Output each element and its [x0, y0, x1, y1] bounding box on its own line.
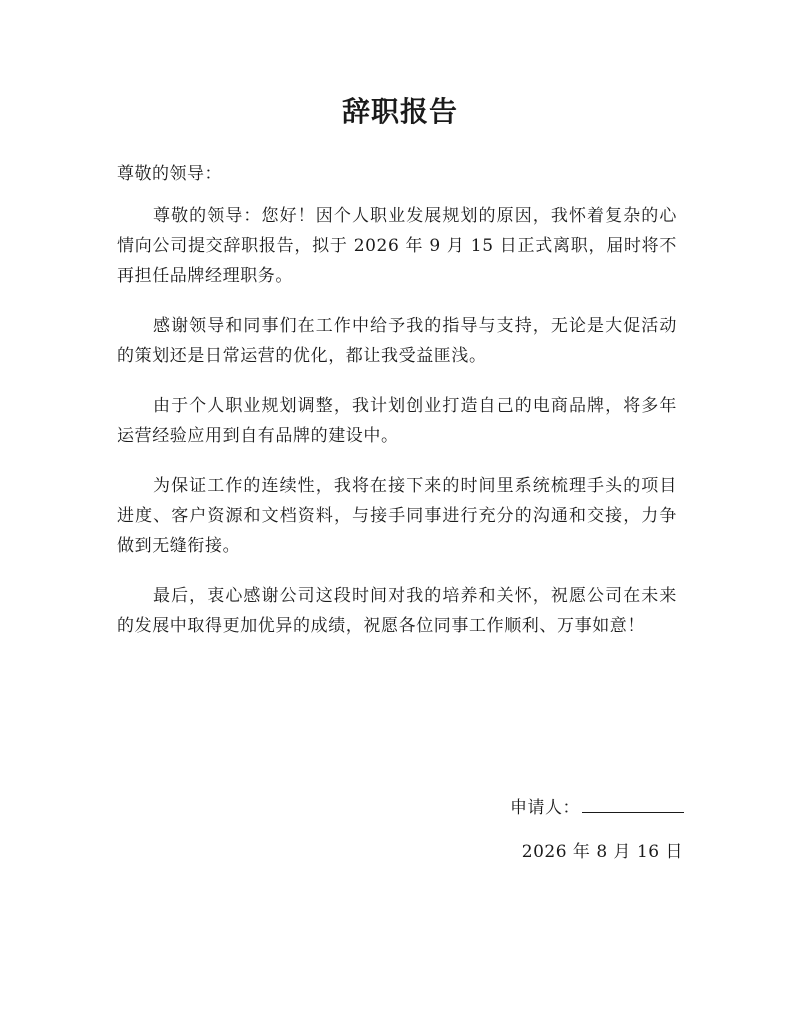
paragraph-2: 感谢领导和同事们在工作中给予我的指导与支持，无论是大促活动的策划还是日常运营的优化，都让我受益匪浅。 [117, 316, 677, 366]
signature-block [510, 794, 684, 822]
signature-date: 2026 年 8 月 16 日 [521, 842, 683, 862]
document-body [117, 201, 677, 661]
signature-line [582, 794, 684, 813]
salutation: 尊敬的领导： [117, 164, 222, 184]
paragraph-3: 由于个人职业规划调整，我计划创业打造自己的电商品牌，将多年运营经验应用到自有品牌的建设中。 [117, 396, 677, 446]
paragraph-4: 为保证工作的连续性，我将在接下来的时间里系统梳理手头的项目进度、客户资源和文档资料，与接手同事进行充分的沟通和交接，力争做到无缝衔接。 [117, 476, 677, 556]
paragraph-5: 最后，衷心感谢公司这段时间对我的培养和关怀，祝愿公司在未来的发展中取得更加优异的成绩，祝愿各位同事工作顺利、万事如意！ [117, 586, 677, 636]
signature-label: 申请人： [510, 798, 580, 818]
document-title: 辞职报告 [341, 95, 458, 128]
paragraph-1: 尊敬的领导：您好！因个人职业发展规划的原因，我怀着复杂的心情向公司提交辞职报告，拟于 2026 年 9 月 15 日正式离职，届时将不再担任品牌经理职务。 [117, 206, 677, 286]
